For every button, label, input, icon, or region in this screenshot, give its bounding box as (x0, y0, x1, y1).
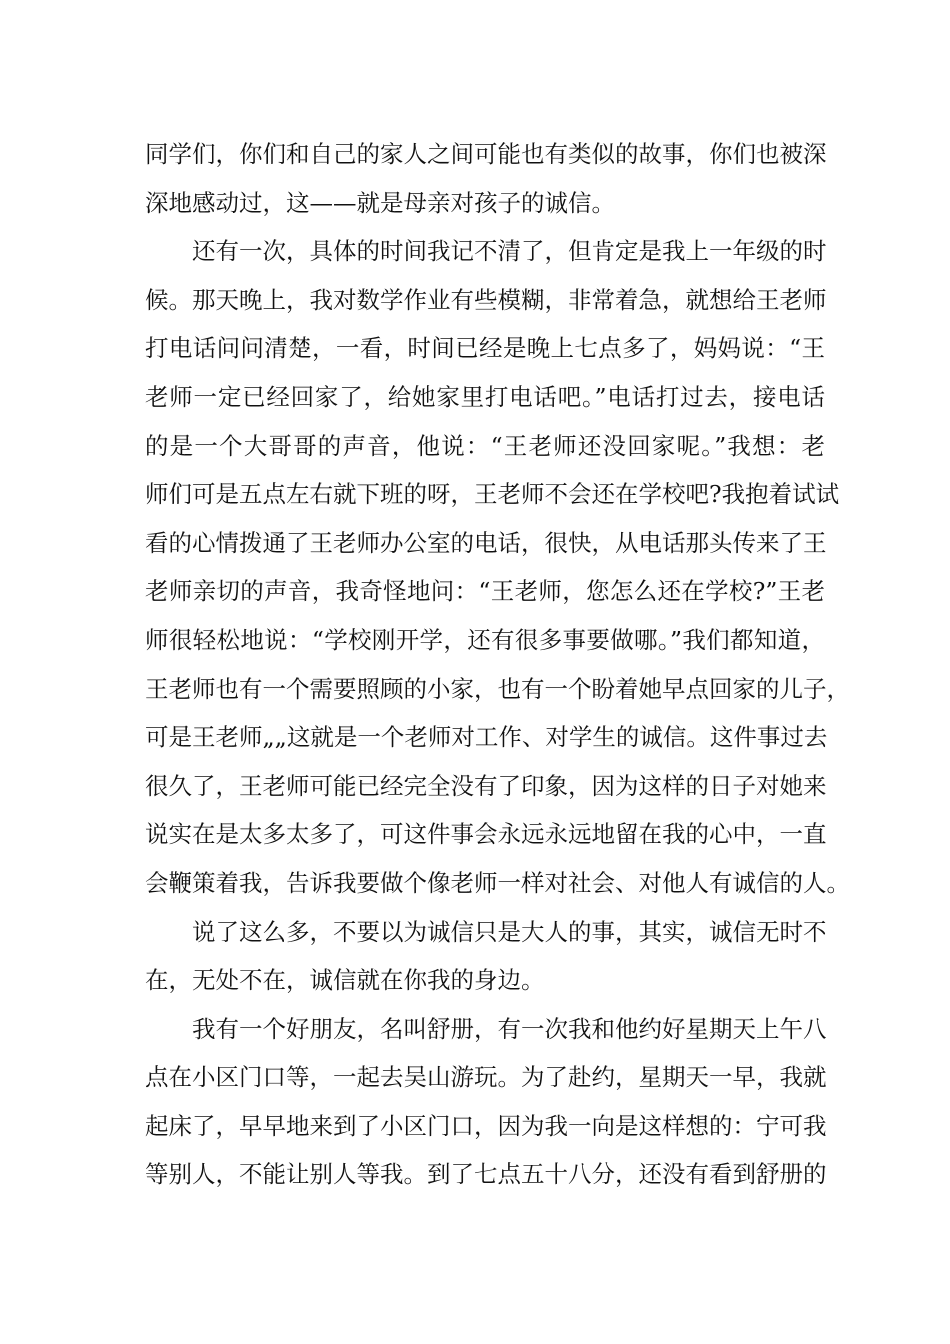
text-line: 打电话问问清楚，一看，时间已经是晚上七点多了，妈妈说：“王 (145, 334, 825, 363)
text-line: 候。那天晚上，我对数学作业有些模糊，非常着急，就想给王老师 (145, 285, 827, 314)
text-line: 会鞭策着我，告诉我要做个像老师一样对社会、对他人有诚信的人。 (145, 868, 850, 897)
text-line: 很久了，王老师可能已经完全没有了印象，因为这样的日子对她来 (145, 771, 827, 800)
text-line: 等别人，不能让别人等我。到了七点五十八分，还没有看到舒册的 (145, 1160, 827, 1189)
text-line: 深地感动过，这——就是母亲对孩子的诚信。 (145, 188, 615, 217)
text-line: 同学们，你们和自己的家人之间可能也有类似的故事，你们也被深 (145, 140, 827, 168)
text-line: 老师亲切的声音，我奇怪地问：“王老师，您怎么还在学校?”王老 (145, 577, 825, 606)
text-line: 点在小区门口等，一起去吴山游玩。为了赴约，星期天一早，我就 (145, 1063, 827, 1092)
text-line: 师们可是五点左右就下班的呀，王老师不会还在学校吧?我抱着试试 (145, 480, 840, 509)
text-line: 可是王老师„„这就是一个老师对工作、对学生的诚信。这件事过去 (145, 723, 828, 752)
text-line: 王老师也有一个需要照顾的小家，也有一个盼着她早点回家的儿子， (145, 674, 850, 703)
text-line: 老师一定已经回家了，给她家里打电话吧。”电话打过去，接电话 (145, 382, 825, 411)
text-line: 我有一个好朋友，名叫舒册，有一次我和他约好星期天上午八 (192, 1014, 827, 1043)
text-line: 还有一次，具体的时间我记不清了，但肯定是我上一年级的时 (192, 237, 827, 266)
text-line: 说实在是太多太多了，可这件事会永远永远地留在我的心中，一直 (145, 820, 827, 849)
text-line: 起床了，早早地来到了小区门口，因为我一向是这样想的：宁可我 (145, 1111, 827, 1140)
text-line: 在，无处不在，诚信就在你我的身边。 (145, 966, 545, 995)
body-text (145, 130, 850, 1199)
text-line: 师很轻松地说：“学校刚开学，还有很多事要做哪。”我们都知道， (145, 625, 825, 654)
text-line: 看的心情拨通了王老师办公室的电话，很快，从电话那头传来了王 (145, 528, 827, 557)
text-line: 说了这么多，不要以为诚信只是大人的事，其实，诚信无时不 (192, 917, 827, 946)
text-line: 的是一个大哥哥的声音，他说：“王老师还没回家呢。”我想：老 (145, 431, 825, 460)
